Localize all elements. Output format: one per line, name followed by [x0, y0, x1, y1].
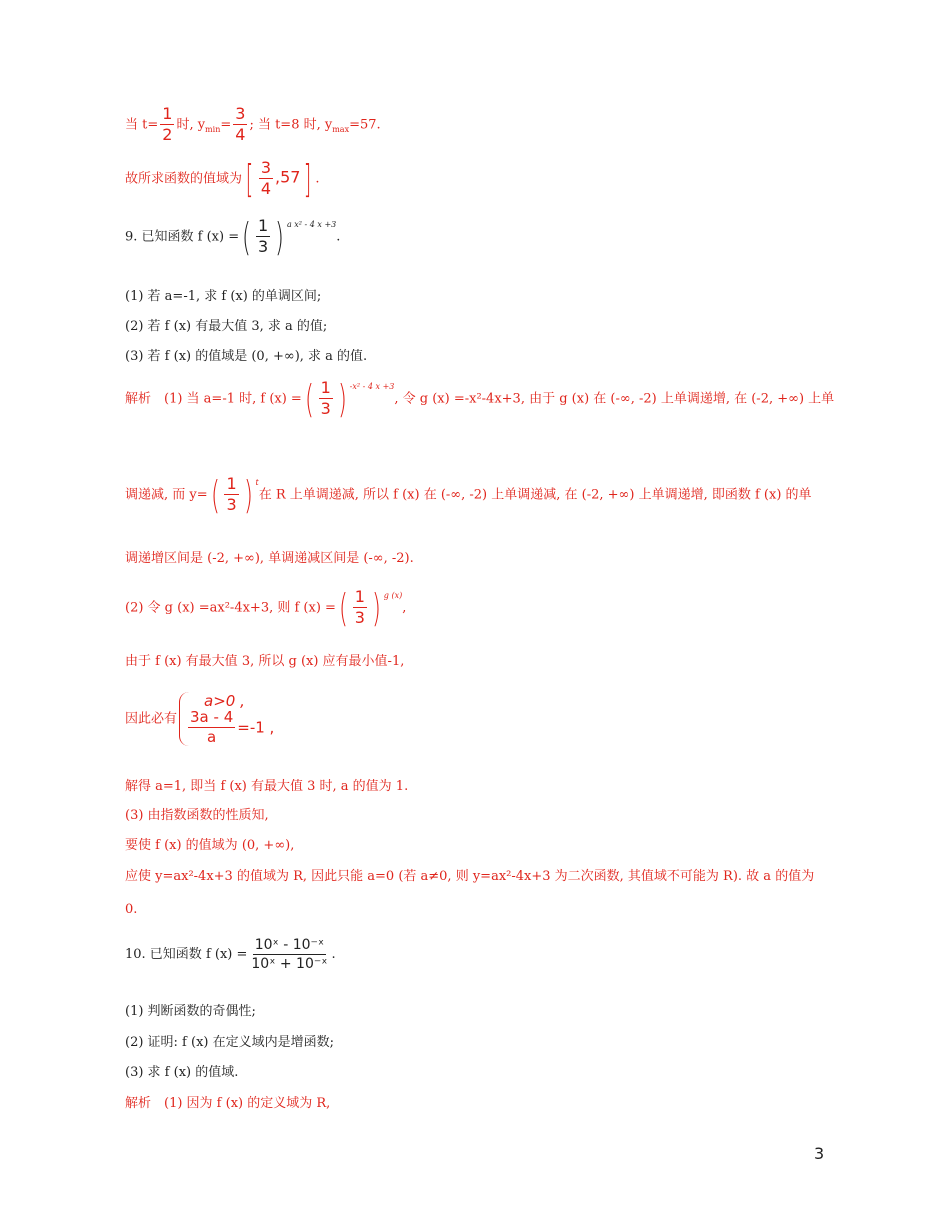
denominator: 3 — [320, 399, 331, 418]
text: =-1 , — [237, 718, 275, 737]
fraction — [256, 218, 270, 256]
question-10 — [125, 938, 336, 971]
question-9-part-2 — [125, 320, 327, 333]
exponent: -x² - 4 x +3 — [349, 381, 395, 391]
text: 0. — [125, 902, 138, 917]
fraction — [259, 160, 273, 198]
text: = — [220, 117, 232, 133]
solution-line-11 — [125, 903, 137, 916]
answer-line-tmin — [125, 106, 381, 144]
exponent: a x² - 4 x +3 — [286, 219, 337, 229]
text: 要使 f (x) 的值域为 (0, +∞), — [125, 838, 295, 853]
numerator: 3 — [260, 158, 272, 178]
left-paren: ( — [242, 215, 251, 259]
text: 调递增区间是 (-2, +∞), 单调递减区间是 (-∞, -2). — [125, 551, 414, 566]
text: 9. 已知函数 f (x) = — [125, 229, 240, 245]
text: ; 当 t=8 时, y — [249, 117, 333, 133]
fraction — [188, 710, 235, 746]
text: 故所求函数的值域为 — [125, 171, 243, 187]
text: =57. — [349, 117, 381, 133]
text: (1) 判断函数的奇偶性; — [125, 1004, 256, 1019]
right-bracket: ] — [304, 157, 312, 201]
equation-system — [179, 692, 274, 746]
text: (2) 若 f (x) 有最大值 3, 求 a 的值; — [125, 319, 328, 334]
solution-line-2 — [125, 473, 812, 517]
solution-line-8 — [125, 809, 269, 822]
text: 调递减, 而 y= — [125, 487, 208, 503]
solution-line-5 — [125, 655, 404, 668]
numerator: 3 — [235, 104, 246, 123]
numerator: 1 — [257, 216, 269, 236]
solution-line-1 — [125, 377, 835, 421]
numerator: 3a - 4 — [190, 708, 234, 726]
subscript: max — [332, 125, 350, 135]
fraction — [160, 106, 174, 144]
fraction — [233, 106, 247, 144]
answer-line-range: 故所求函数的值域为[ $\frac{3}{4}$ ,57] . — [125, 157, 320, 201]
question-10-part-1 — [125, 1005, 256, 1018]
left-paren: ( — [210, 473, 220, 517]
denominator: a — [207, 727, 217, 746]
fraction — [224, 476, 238, 514]
text: . — [331, 947, 336, 963]
text: 在 R 上单调递减, 所以 f (x) 在 (-∞, -2) 上单调递减, 在 (-2, +∞) 上单调递增, 即函数 f (x) 的单 — [258, 487, 812, 503]
solution-q10-line-1 — [125, 1097, 330, 1110]
left-bracket: [ — [245, 157, 254, 201]
denominator: 10ˣ + 10⁻ˣ — [251, 955, 328, 972]
solution-line-6 — [125, 692, 274, 746]
page-number: 3 — [814, 1144, 825, 1163]
right-paren: ) — [337, 377, 347, 421]
denominator: 3 — [257, 237, 269, 256]
numerator: 10ˣ - 10⁻ˣ — [254, 937, 325, 953]
denominator: 3 — [226, 495, 237, 514]
denominator: 3 — [354, 608, 365, 627]
text: , 令 g (x) =-x²-4x+3, 由于 g (x) 在 (-∞, -2) 上单调递增, 在 (-2, +∞) 上单 — [394, 391, 835, 407]
numerator: 1 — [162, 104, 173, 123]
question-9: 9. 已知函数 f (x) =( $\frac{1}{3}$ ) $^{a x^2 - 4 x +3}$. — [125, 215, 341, 259]
text: (1) 若 a=-1, 求 f (x) 的单调区间; — [125, 289, 322, 304]
condition-1: a>0 , — [204, 692, 245, 710]
text: (3) 由指数函数的性质知, — [125, 808, 269, 823]
text: 10. 已知函数 f (x) = — [125, 947, 248, 963]
question-10-part-3 — [125, 1066, 238, 1079]
denominator: 2 — [162, 124, 173, 144]
denominator: 4 — [260, 179, 272, 198]
numerator: 1 — [320, 378, 331, 398]
fraction — [353, 589, 367, 627]
text: , — [402, 600, 407, 616]
subscript: min — [205, 125, 221, 135]
solution-line-9 — [125, 839, 294, 852]
exponent: t — [255, 477, 259, 487]
text: 解析 (1) 因为 f (x) 的定义域为 R, — [125, 1096, 331, 1111]
text: 时, y — [176, 117, 206, 133]
right-paren: ) — [243, 473, 253, 517]
text: (3) 求 f (x) 的值域. — [125, 1065, 239, 1080]
left-paren: ( — [304, 377, 314, 421]
numerator: 1 — [226, 474, 237, 494]
question-10-part-2 — [125, 1036, 334, 1049]
question-9-part-3 — [125, 350, 367, 363]
text: (3) 若 f (x) 的值域是 (0, +∞), 求 a 的值. — [125, 349, 368, 364]
right-paren: ) — [371, 586, 381, 630]
text: (2) 证明: f (x) 在定义域内是增函数; — [125, 1035, 334, 1050]
text: (2) 令 g (x) =ax²-4x+3, 则 f (x) = — [125, 600, 336, 616]
question-9-part-1 — [125, 290, 321, 303]
fraction — [249, 938, 329, 971]
text: 当 t= — [125, 117, 159, 133]
text: ,57 — [275, 167, 301, 187]
text: 由于 f (x) 有最大值 3, 所以 g (x) 应有最小值-1, — [125, 654, 405, 669]
solution-line-10 — [125, 870, 814, 883]
numerator: 1 — [354, 587, 365, 607]
solution-line-3 — [125, 552, 414, 565]
solution-line-4 — [125, 586, 407, 630]
text: 应使 y=ax²-4x+3 的值域为 R, 因此只能 a=0 (若 a≠0, 则 y=ax²-4x+3 为二次函数, 其值域不可能为 R). 故 a 的值为 — [125, 869, 815, 884]
text: 解析 (1) 当 a=-1 时, f (x) = — [125, 391, 302, 407]
fraction — [319, 380, 333, 418]
solution-line-7 — [125, 780, 408, 793]
exponent: g (x) — [383, 590, 403, 600]
left-paren: ( — [338, 586, 348, 630]
text: 解得 a=1, 即当 f (x) 有最大值 3 时, a 的值为 1. — [125, 779, 409, 794]
right-paren: ) — [275, 215, 285, 259]
denominator: 4 — [235, 124, 246, 144]
text: 因此必有 — [125, 711, 178, 727]
